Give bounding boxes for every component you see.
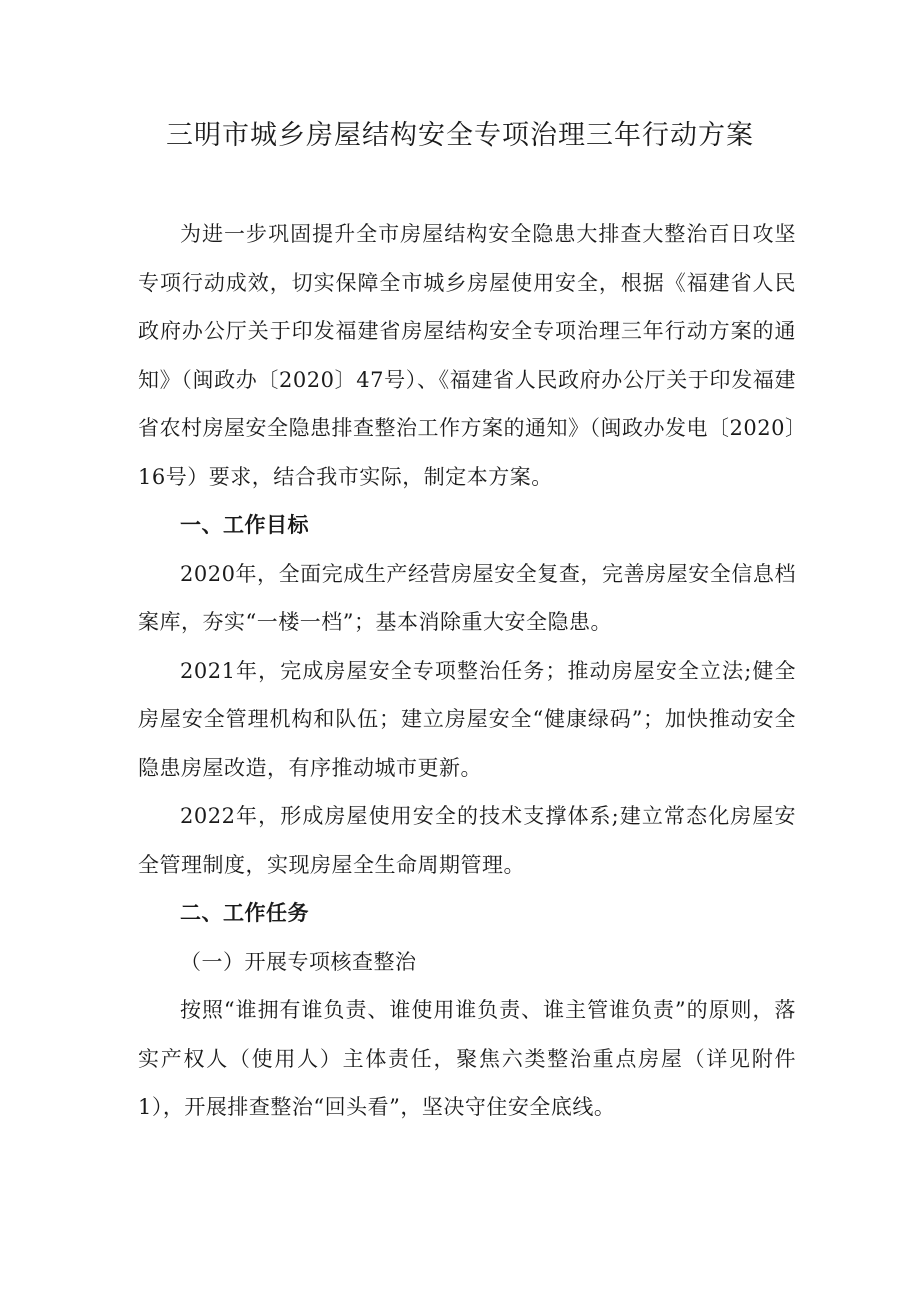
section-heading-tasks: 二、工作任务: [180, 901, 309, 925]
section-heading-goals: 一、工作目标: [180, 513, 309, 537]
subsection-heading-inspection: （一）开展专项核查整治: [180, 949, 417, 974]
document-title: 三明市城乡房屋结构安全专项治理三年行动方案: [166, 120, 754, 151]
inspection-paragraph: 按照“谁拥有谁负责、谁使用谁负责、谁主管谁负责”的原则，落实产权人（使用人）主体责任，聚焦六类整治重点房屋（详见附件1），开展排查整治“回头看”，坚决守住安全底线。: [138, 998, 796, 1119]
intro-paragraph: 为进一步巩固提升全市房屋结构安全隐患大排查大整治百日攻坚专项行动成效，切实保障全市城乡房屋使用安全，根据《福建省人民政府办公厅关于印发福建省房屋结构安全专项治理三年行动方案的通知》（闽政办〔2020〕47号）、《福建省人民政府办公厅关于印发福建省农村房屋安全隐患排查整治工作方案的通知》（闽政办发电〔2020〕16号）要求，结合我市实际，制定本方案。: [138, 222, 796, 489]
goal-2022-paragraph: 2022年，形成房屋使用安全的技术支撑体系;建立常态化房屋安全管理制度，实现房屋全生命周期管理。: [138, 804, 796, 877]
document-body: [138, 210, 796, 1132]
goal-2020-paragraph: 2020年，全面完成生产经营房屋安全复查，完善房屋安全信息档案库，夯实“一楼一档”；基本消除重大安全隐患。: [138, 561, 796, 634]
goal-2021-paragraph: 2021年，完成房屋安全专项整治任务；推动房屋安全立法;健全房屋安全管理机构和队伍；建立房屋安全“健康绿码”；加快推动安全隐患房屋改造，有序推动城市更新。: [138, 658, 796, 780]
